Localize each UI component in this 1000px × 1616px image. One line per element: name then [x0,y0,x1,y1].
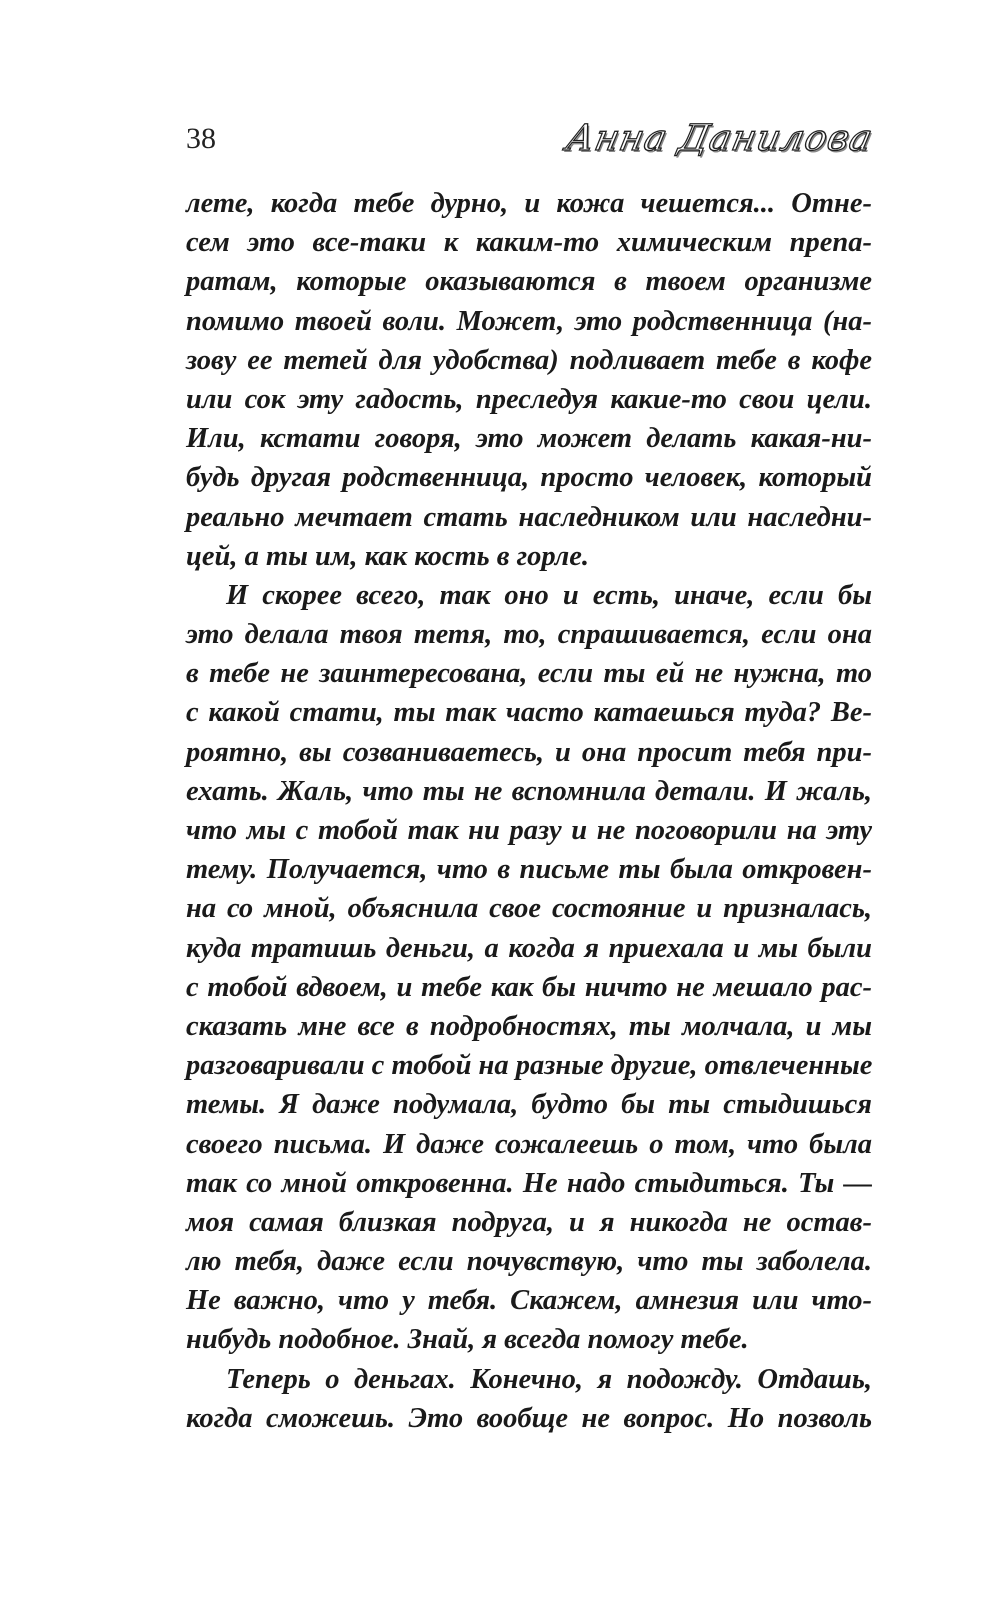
text-line: Не важно, что у тебя. Скажем, амнезия или что- [186,1285,872,1317]
text-line: сем это все-таки к каким-то химическим препа- [186,227,872,259]
text-line: в тебе не заинтересована, если ты ей не нужна, то [186,658,872,690]
text-line: сказать мне все в подробностях, ты молчала, и мы [186,1010,872,1042]
text-line: ехать. Жаль, что ты не вспомнила детали. И жаль, [186,775,872,807]
author-running-head: Анна Данилова [562,118,877,159]
text-line: реально мечтает стать наследником или наследни- [186,501,872,533]
text-line: это делала твоя тетя, то, спрашивается, если она [186,619,872,651]
text-line: разговаривали с тобой на разные другие, отвлеченные [186,1050,873,1082]
body-text [186,184,872,1438]
text-line: когда сможешь. Это вообще не вопрос. Но позволь [186,1402,872,1434]
text-line: роятно, вы созваниваетесь, и она просит тебя при- [186,736,872,768]
text-line: куда тратишь деньги, а когда я приехала и мы были [186,932,872,964]
page-number: 38 [186,122,216,155]
text-line: лю тебя, даже если почувствую, что ты заболела. [186,1246,872,1278]
text-line: будь другая родственница, просто человек, который [186,462,872,494]
text-line: лете, когда тебе дурно, и кожа чешется... Отне- [186,188,872,219]
text-line: или сок эту гадость, преследуя какие-то свои цели. [186,383,872,415]
text-line: зову ее тетей для удобства) подливает тебе в кофе [186,344,872,376]
text-line: с тобой вдвоем, и тебе как бы ничто не мешало рас- [186,971,872,1003]
text-line: своего письма. И даже сожалеешь о том, что была [186,1128,872,1160]
text-line: Или, кстати говоря, это может делать какая-ни- [186,423,872,455]
text-line: темы. Я даже подумала, будто бы ты стыдишься [186,1089,872,1121]
text-line: Теперь о деньгах. Конечно, я подожду. Отдашь, [226,1363,872,1395]
text-line: ратам, которые оказываются в твоем организме [186,266,872,298]
text-line: тему. Получается, что в письме ты была откровен- [186,854,872,886]
text-line: моя самая близкая подруга, и я никогда не остав- [186,1206,872,1238]
text-line: с какой стати, ты так часто катаешься туда? Ве- [186,697,872,729]
text-line: нибудь подобное. Знай, я всегда помогу тебе. [186,1324,749,1356]
page-header [186,118,877,178]
text-line: на со мной, объяснила свое состояние и призналась, [186,893,872,925]
text-line: цей, а ты им, как кость в горле. [186,540,589,572]
text-line: так со мной откровенна. Не надо стыдиться. Ты — [186,1167,872,1199]
text-line: И скорее всего, так оно и есть, иначе, если бы [226,579,872,611]
text-line: что мы с тобой так ни разу и не поговорили на эту [186,815,872,846]
text-line: помимо твоей воли. Может, это родственница (на- [186,305,872,337]
